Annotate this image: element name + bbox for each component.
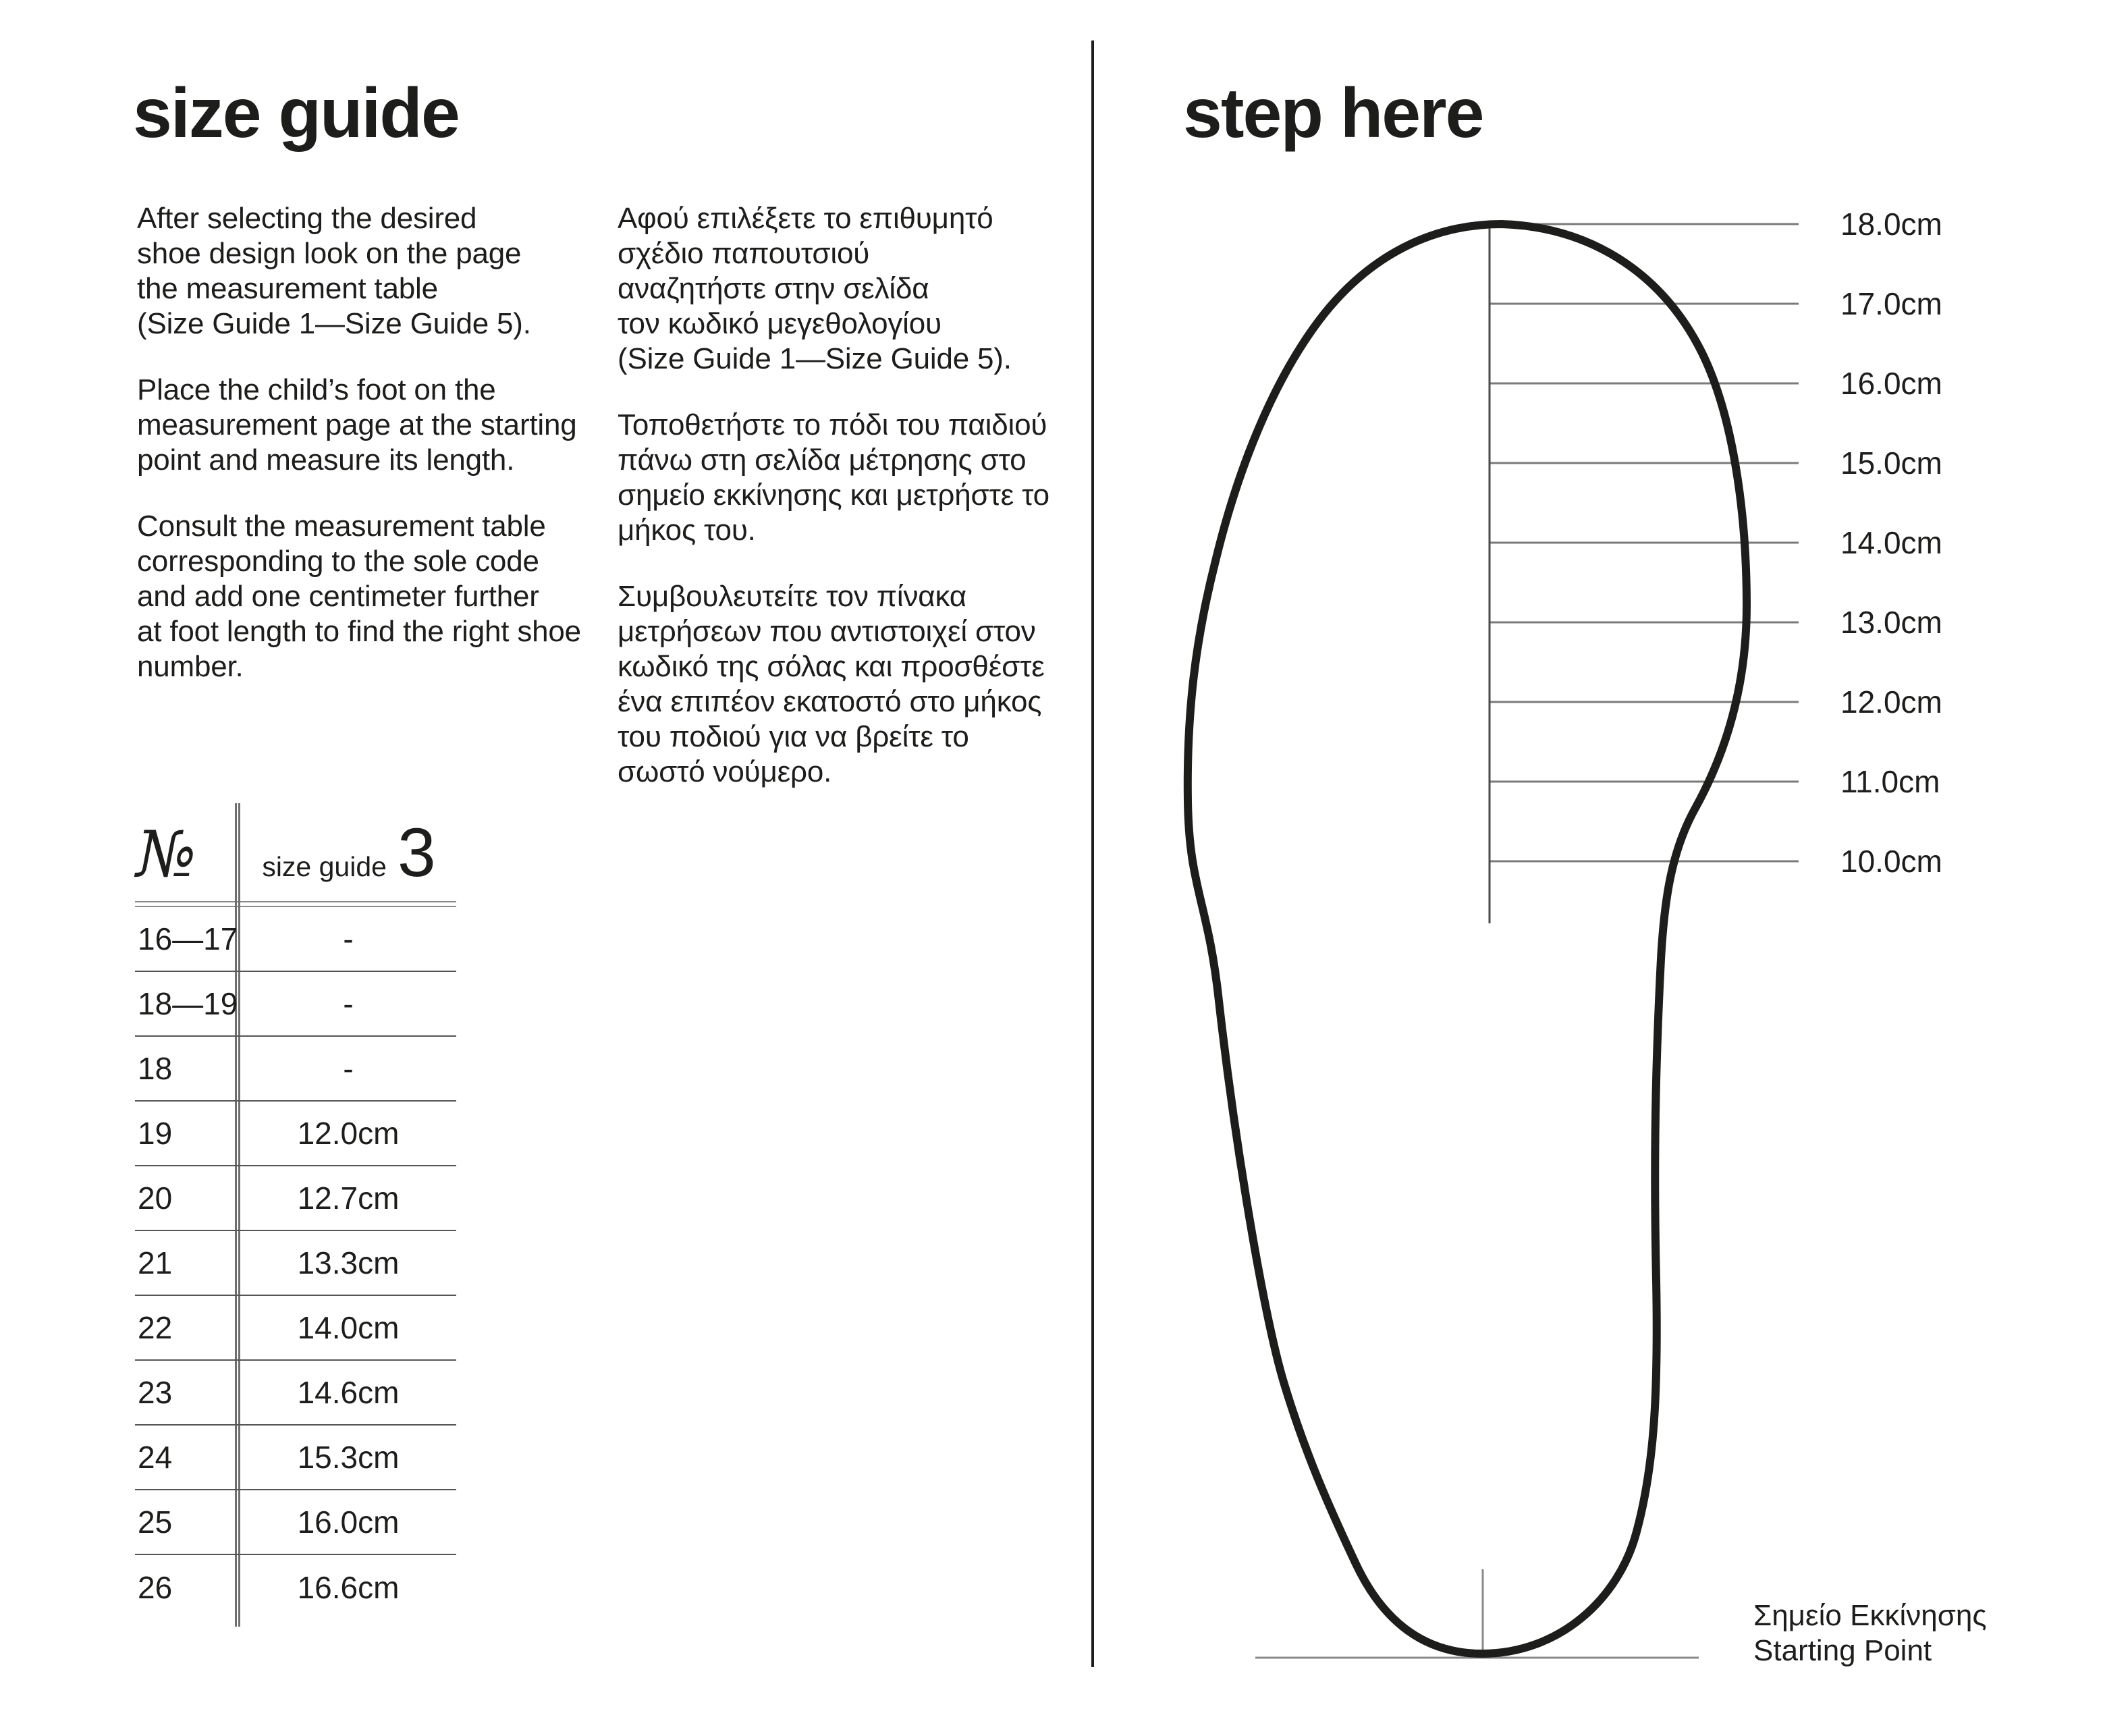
- page-title-size-guide: size guide: [133, 74, 459, 153]
- text-line: shoe design look on the page: [137, 237, 522, 270]
- ruler-label-10cm: 10.0cm: [1840, 844, 1942, 879]
- text-line: τον κωδικό μεγεθολογίου: [618, 307, 941, 340]
- cell-length: 15.3cm: [297, 1440, 400, 1475]
- text-line: (Size Guide 1—Size Guide 5).: [137, 307, 531, 340]
- ruler-label-11cm: 11.0cm: [1840, 764, 1940, 799]
- cell-length: 16.6cm: [297, 1570, 400, 1605]
- cell-length: -: [343, 986, 354, 1021]
- text-line: and add one centimeter further: [137, 580, 539, 613]
- starting-point-label-english: Starting Point: [1753, 1634, 1932, 1667]
- text-line: Place the child’s foot on the: [137, 373, 496, 406]
- text-line: corresponding to the sole code: [137, 545, 539, 578]
- cell-length: 14.0cm: [297, 1310, 400, 1345]
- cell-size-number: 24: [138, 1440, 173, 1475]
- cell-size-number: 21: [138, 1245, 173, 1280]
- text-line: σωστό νούμερο.: [618, 755, 832, 788]
- text-line: Αφού επιλέξετε το επιθυμητό: [618, 202, 993, 235]
- cell-size-number: 25: [138, 1504, 173, 1540]
- ruler-label-13cm: 13.0cm: [1840, 605, 1942, 640]
- ruler-label-17cm: 17.0cm: [1840, 286, 1942, 321]
- ruler-label-15cm: 15.0cm: [1840, 445, 1942, 481]
- cell-size-number: 22: [138, 1310, 173, 1345]
- text-line: μετρήσεων που αντιστοιχεί στον: [618, 615, 1036, 648]
- cell-size-number: 23: [138, 1375, 173, 1410]
- text-line: πάνω στη σελίδα μέτρησης στο: [618, 443, 1027, 477]
- text-line: αναζητήστε στην σελίδα: [618, 272, 929, 305]
- text-line: number.: [137, 650, 244, 683]
- cell-size-number: 18: [138, 1051, 173, 1086]
- text-line: σχέδιο παπουτσιού: [618, 237, 870, 270]
- text-line: μήκος του.: [618, 514, 756, 547]
- text-line: Consult the measurement table: [137, 510, 546, 543]
- text-line: After selecting the desired: [137, 202, 477, 235]
- ruler-label-14cm: 14.0cm: [1840, 525, 1942, 560]
- numero-symbol: №: [136, 818, 196, 892]
- text-line: the measurement table: [137, 272, 438, 305]
- foot-outline: [1188, 224, 1747, 1654]
- cell-length: 12.7cm: [297, 1181, 400, 1216]
- ruler-label-12cm: 12.0cm: [1840, 684, 1942, 720]
- cell-length: 12.0cm: [297, 1116, 400, 1151]
- ruler-label-16cm: 16.0cm: [1840, 366, 1942, 401]
- starting-point-label-greek: Σημείο Εκκίνησης: [1753, 1599, 1987, 1632]
- cell-length: -: [343, 921, 354, 956]
- text-line: (Size Guide 1—Size Guide 5).: [618, 342, 1012, 375]
- text-line: σημείο εκκίνησης και μετρήστε το: [618, 479, 1049, 512]
- text-line: Τοποθετήστε το πόδι του παιδιού: [618, 408, 1047, 441]
- cell-length: 16.0cm: [297, 1504, 400, 1540]
- text-line: measurement page at the starting: [137, 408, 577, 441]
- text-line: κωδικό της σόλας και προσθέστε: [618, 650, 1045, 683]
- starting-point-caption: [1753, 1598, 1987, 1669]
- cell-size-number: 19: [138, 1116, 173, 1151]
- size-guide-header-label: size guide: [262, 851, 387, 882]
- cell-size-number: 18—19: [138, 986, 238, 1021]
- text-line: ένα επιπέον εκατοστό στο μήκος: [618, 685, 1042, 718]
- text-line: point and measure its length.: [137, 443, 515, 477]
- text-line: του ποδιού για να βρείτε το: [618, 720, 969, 753]
- measurement-lines: [1490, 224, 1799, 861]
- text-line: Συμβουλευτείτε τον πίνακα: [618, 580, 967, 613]
- ruler-label-18cm: 18.0cm: [1840, 207, 1942, 242]
- cell-size-number: 20: [138, 1181, 173, 1216]
- text-line: at foot length to find the right shoe: [137, 615, 581, 648]
- cell-size-number: 26: [138, 1570, 173, 1605]
- page-title-step-here: step here: [1183, 74, 1483, 153]
- size-guide-header-number: 3: [397, 814, 436, 891]
- cell-length: 14.6cm: [297, 1375, 400, 1410]
- cell-length: -: [343, 1051, 354, 1086]
- cell-length: 13.3cm: [297, 1245, 400, 1280]
- cell-size-number: 16—17: [138, 921, 238, 956]
